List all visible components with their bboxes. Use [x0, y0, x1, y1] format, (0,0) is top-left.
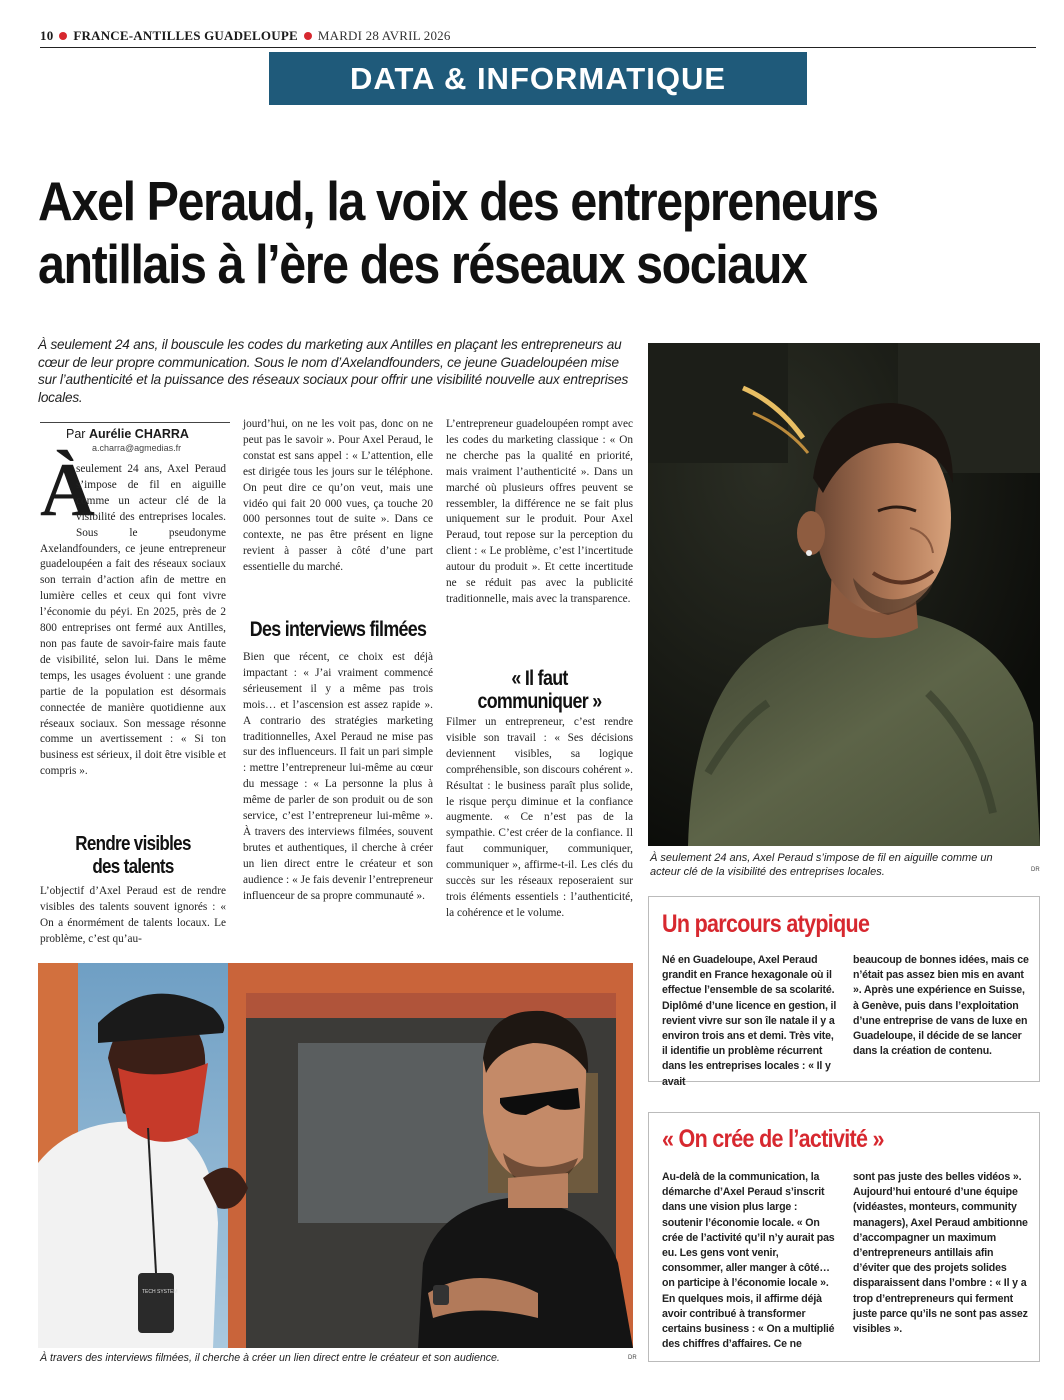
title-line-2: antillais à l’ère des réseaux sociaux	[38, 233, 807, 295]
subheading-line: « Il faut	[511, 667, 568, 690]
col2-paragraph-2: Bien que récent, ce choix est déjà impactant : « J’ai vraiment commencé sérieusement il y a même pas trois mois… et l’ascension est assez rapide ». A contrario des stratégies marketing traditionnelles, Axel Peraud ne mise pas sur des influenceurs. Il fait un pari simple : mettre l’entrepreneur lui-même au cœur du message : « La personne la plus à même de parler de son produit ou de son service, c’est l’entrepreneur lui-même ». À travers des interviews filmées, souvent brutes et authentiques, il cherche à créer un lien direct entre le créateur et son audience : « Je fais devenir l’entrepreneur influenceur de sa propre communauté ».	[243, 651, 433, 902]
issue-date: MARDI 28 AVRIL 2026	[317, 28, 451, 43]
byline-rule	[40, 422, 230, 423]
box2-right-text: sont pas juste des belles vidéos ». Aujourd’hui entouré d’une équipe (vidéastes, monteurs, community managers), Axel Peraud ambitionne d’accompagner un maximum d’entrepreneurs antillais afin d’éviter que des projets solides disparaissent dans l’ombre : « Il y a trop d’entrepreneurs qui ferment juste parce qu’ils ne sont pas assez visibles ».	[853, 1171, 1028, 1336]
subheading-rendre-visibles	[54, 833, 212, 879]
col3-paragraph-2: Filmer un entrepreneur, c’est rendre visible son travail : « Ses décisions deviennent visibles, sa logique compréhensible, son discours cohérent ». Résultat : le business paraît plus solide, le risque perçu diminue et la confiance augmente. « Ce n’est pas de la sympathie. C’est créer de la confiance. Il faut communiquer, communiquer, communiquer », affirme-t-il. Les clés du succès sur les réseaux reposeraient sur trois éléments essentiels : l’authenticité, la cohérence et le volume.	[446, 716, 633, 919]
col1-paragraph-1: seulement 24 ans, Axel Peraud s’impose de fil en aiguille comme un acteur clé de la visibilité des entreprises locales. Sous le pseudonyme Axelandfounders, ce jeune entrepreneur guadeloupéen a fait des réseaux sociaux son terrain d’action afin de mettre en lumière celles et ceux qui font vivre l’économie du péyi. En 2025, près de 2 800 entreprises ont fermé aux Antilles, non pas faute de savoir-faire mais faute de visibilité, selon lui. Dans le même temps, les usages évoluent : une grande partie de la population est désormais connectée de manière quotidienne aux réseaux sociaux. Son message résonne comme un avertissement : « Si ton business est sérieux, il doit être visible et compris ».	[40, 463, 226, 778]
column-1	[40, 462, 226, 780]
subheading-interviews: Des interviews filmées	[249, 618, 427, 641]
subheading-line: des talents	[92, 856, 174, 878]
col3-paragraph-1: L’entrepreneur guadeloupéen rompt avec les codes du marketing classique : « On ne cherche pas la qualité en priorité, mais vraiment l’authenticité ». Dans un marché où plusieurs offres peuvent se ressembler, la différence ne se fait plus uniquement sur le produit. Pour Axel Peraud, tout repose sur la perception du client : « Le problème, c’est l’incertitude autour du produit ». Et cette incertitude ne se réduit pas avec la publicité traditionnelle, mais avec la transparence.	[446, 418, 633, 605]
portrait-photo	[648, 343, 1040, 846]
bullet-dot-icon	[304, 32, 312, 40]
byline-prefix: Par	[66, 427, 86, 441]
title-line-1: Axel Peraud, la voix des entrepreneurs	[38, 170, 878, 232]
col2-paragraph-1: jourd’hui, on ne les voit pas, donc on ne peut pas le savoir ». Pour Axel Peraud, le constat est sans appel : « L’attention, elle est dirigée tous les jours sur le téléphone. On peut dire ce qu’on veut, mais une vidéo qui fait 20 000 vues, ça touche 20 000 personnes tout de suite ». Dans ce contexte, ne pas être présent en ligne revient à passer à côté d’une part essentielle du marché.	[243, 418, 433, 574]
interview-credit: DR	[628, 1355, 637, 1361]
dropcap-spacer	[40, 462, 76, 528]
sidebar-box-activite	[648, 1112, 1040, 1362]
interview-caption: À travers des interviews filmées, il cherche à créer un lien direct entre le créateur et son audience.	[40, 1352, 500, 1364]
portrait-illustration	[648, 343, 1040, 846]
page-number: 10	[40, 28, 54, 43]
portrait-caption: À seulement 24 ans, Axel Peraud s’impose de fil en aiguille comme un acteur clé de la visibilité des entreprises locales.	[650, 852, 993, 878]
box-title-parcours: Un parcours atypique	[662, 910, 870, 938]
author-email[interactable]: a.charra@agmedias.fr	[92, 443, 182, 453]
drop-cap: À	[40, 448, 95, 532]
article-lead: À seulement 24 ans, il bouscule les codes du marketing aux Antilles en plaçant les entrepreneurs au cœur de leur propre communication. Sous le nom d’Axelandfounders, ce jeune Guadeloupéen mise sur l’authenticité et la puissance des réseaux sociaux pour offrir une visibilité nouvelle aux entreprises locales.	[38, 337, 629, 405]
article-title	[38, 170, 900, 296]
box1-left-text: Né en Guadeloupe, Axel Peraud grandit en France hexagonale où il effectue l’ensemble de sa scolarité. Diplômé d’une licence en gestion, il revient vivre sur son île natale il y a environ trois ans et demi. Très vite, il identifie un problème récurrent dans les entreprises locales : « Il y avait	[662, 954, 837, 1088]
col1-paragraph-2: L’objectif d’Axel Peraud est de rendre visibles des talents souvent ignorés : « On a énormément de talents locaux. Le problème, c’est qu’au-	[40, 885, 226, 945]
box2-left-text: Au-delà de la communication, la démarche d’Axel Peraud s’inscrit dans une vision plus large : soutenir l’économie locale. « On crée de l’activité qu’il n’y aurait pas eu. Les gens vont venir, consommer, aller manger à côté… on participe à l’économie locale ». En quelques mois, il affirme déjà avoir contribué à transformer certains business : « On a multiplié des chiffres d’affaires. Ce ne	[662, 1171, 835, 1351]
bullet-dot-icon	[59, 32, 67, 40]
subheading-il-faut-communiquer	[460, 667, 619, 713]
byline	[66, 427, 189, 441]
interview-illustration	[38, 963, 633, 1348]
portrait-credit: DR	[1031, 867, 1040, 873]
section-banner: DATA & INFORMATIQUE	[269, 52, 807, 105]
lanyard-label: TECH SYSTEM	[142, 1289, 178, 1295]
subheading-line: communiquer »	[477, 690, 602, 713]
subheading-line: Rendre visibles	[75, 833, 191, 855]
publication-name: FRANCE-ANTILLES GUADELOUPE	[73, 28, 298, 43]
header-rule	[40, 47, 1036, 48]
interview-photo	[38, 963, 633, 1348]
box-title-activite: « On crée de l’activité »	[662, 1125, 884, 1153]
sidebar-box-parcours	[648, 896, 1040, 1088]
page-header	[40, 26, 1030, 46]
byline-author: Aurélie CHARRA	[88, 427, 189, 441]
box1-right-text: beaucoup de bonnes idées, mais ce n’était pas assez bien mis en avant ». Après une expérience en Suisse, à Genève, puis dans l’exploitation d’une entreprise de vans de luxe en Guadeloupe, il décide de se lancer dans la création de contenu.	[853, 954, 1029, 1058]
